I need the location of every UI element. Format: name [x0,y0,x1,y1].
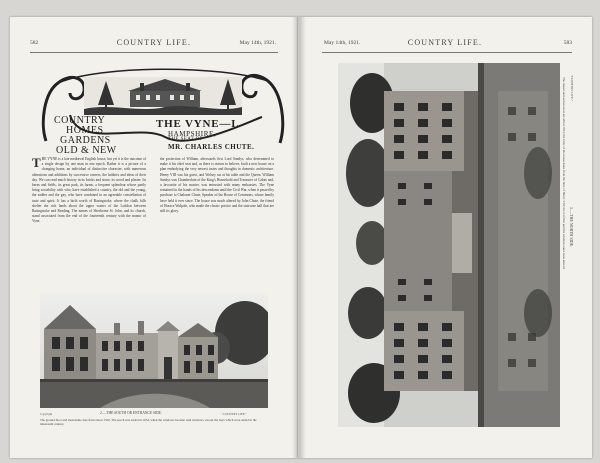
magazine-spread [10,17,592,458]
article-county: HAMPSHIRE, [168,130,217,138]
north-side-photo [338,63,560,427]
text-column-2 [160,157,274,307]
magazine-name: COUNTRY LIFE. [116,38,192,47]
left-page [10,17,298,458]
south-side-photo [40,293,268,408]
header-rule [30,52,278,53]
series-title-old-new: OLD & NEW [56,145,117,156]
issue-date: May 14th, 1921. [239,40,276,46]
running-header-right [298,39,592,49]
page-number: 582 [30,40,39,46]
column-2-text: the protection of William, afterwards first Lord Sandys, who determined to make it his chief seat and, as there is reason to believe, built a new house on a plan embodying the very newest tastes and thoughts in domestic architecture. Henry VIII was his guest, and Wolsey sat at his table and the Queen. William Sandys was Chamberlain of the King's Household and Treasurer of Calais and, a favourite of his master, was entrusted with many embassies. The Vyne remained in the hands of his descendants until the Civil War, when it passed by purchase to Chaloner Chute, Speaker of the House of Commons, whose family have held it ever since. The house was much altered by John Chute, the friend of Horace Walpole, who made the classic portico and the staircase hall that are still its glory. [160,157,274,214]
north-photo-credit: "COUNTRY LIFE." [570,75,574,102]
south-photo-caption: 2.—THE SOUTH OR ENTRANCE SIDE. [100,411,162,415]
text-column-1 [32,157,146,307]
north-photo-caption: 1.—THE NORTH SIDE. [569,207,574,248]
photo-credit-left: Copyright [40,412,53,416]
article-owner: MR. CHARLES CHUTE. [168,143,255,151]
issue-date-right: May 14th, 1921. [324,40,361,46]
series-title-gardens: GARDENS [60,135,111,146]
column-1-text: HE VYNE is a late mediæval English house, but yet it is the outcome of a single design by one man in one epoch. Rather it is a picture of a changing home, an individual of distinctive character, with numerous alterations and additions by successive owners, the hobbies and ideas of their day. We can read much history in its bricks and stone, its wood and plaster. Its barns and fields, its great park, its farms, a frequent splendour whose partly bring sociability with who, have established a country, the old and the young, the sadder and the gay, who have combined in an agreeable constellation of taste and spirit. It has a birth worth of Basingstoke, where the chalk hills shelter the rich lands about the upper waters of the Loddon between Basingstoke and Reading. The names of Sherborne St. John, and its church, stand associated from the end of the fourteenth century with the manor of Vyne. [32,157,146,224]
house-photo-illustration [40,293,268,408]
series-title-homes: HOMES [66,125,104,136]
north-photo-subcaption: The classic and semi-towers are about 1654; the body of the house dates from the time of Henry VIII; the roof line and the windows have been altered. [562,77,566,270]
header-rule-right [322,52,572,53]
magazine-name-right: COUNTRY LIFE. [407,38,483,47]
right-page [298,17,592,458]
page-number-right: 583 [563,40,572,46]
photo-credit-right: "COUNTRY LIFE." [222,412,247,416]
article-seat-line: THE SEAT OF [168,137,203,142]
drop-cap: T [32,157,41,170]
series-ornament [40,63,286,156]
article-title: THE VYNE—I. [156,118,240,130]
series-title-country: COUNTRY [54,115,106,126]
page-gutter [292,17,306,458]
south-photo-subcaption: The ground floor and mezzanine date from about 1520. The porch was added in 1654, when the windows became sash windows, except the bays which were added in the nineteenth century. [40,418,257,427]
north-photo-illustration [338,63,560,427]
running-header-left [10,39,298,49]
